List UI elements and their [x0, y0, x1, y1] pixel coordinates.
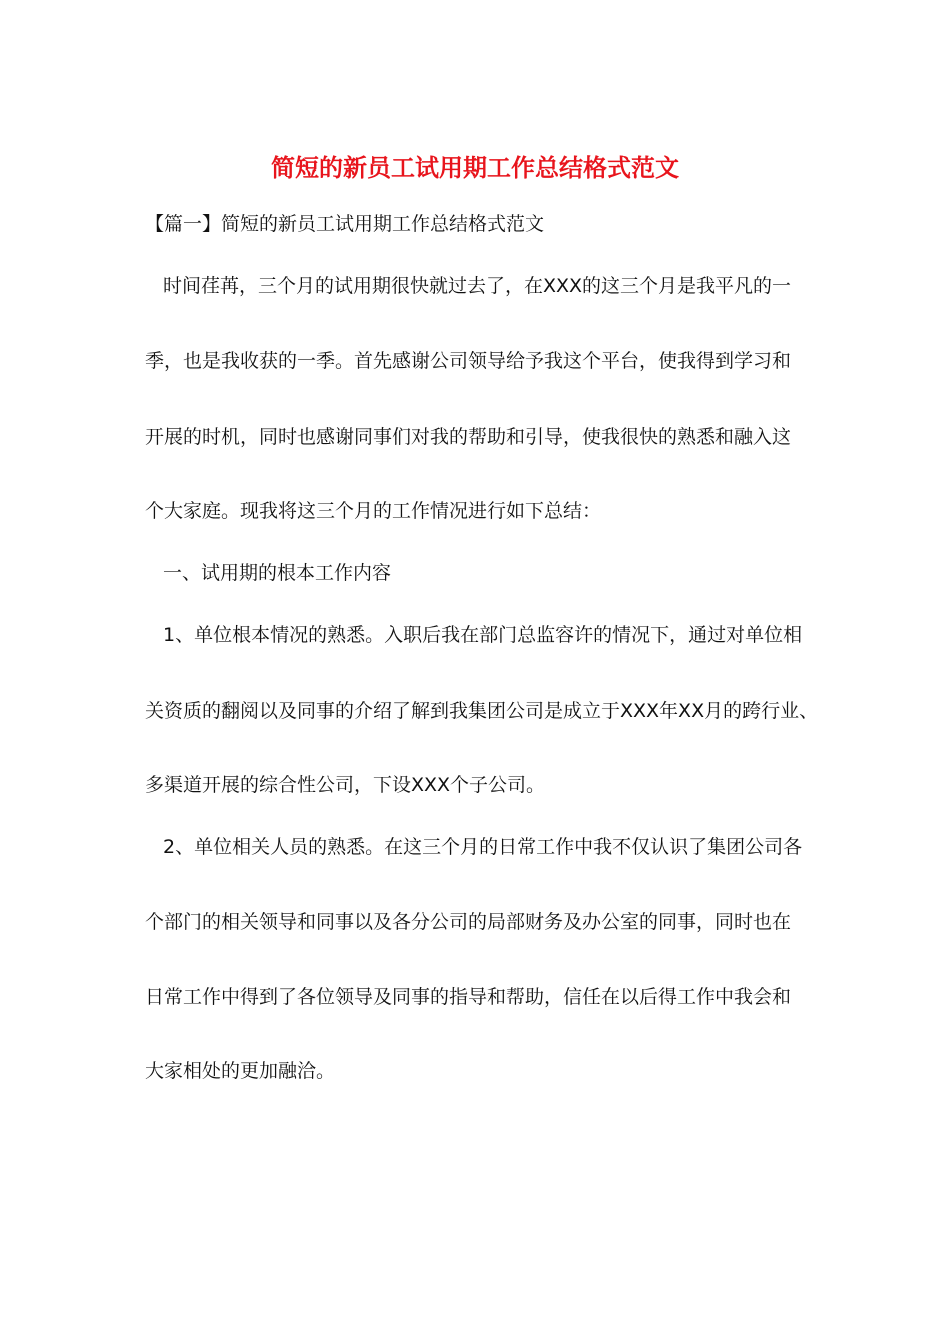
paragraph-line: 大家相处的更加融洽。 [145, 1060, 336, 1082]
section-heading: 【篇一】简短的新员工试用期工作总结格式范文 [145, 213, 545, 235]
paragraph-line: 个部门的相关领导和同事以及各分公司的局部财务及办公室的同事，同时也在 [145, 911, 792, 933]
paragraph-line: 日常工作中得到了各位领导及同事的指导和帮助，信任在以后得工作中我会和 [145, 986, 792, 1008]
paragraph-line: 时间荏苒，三个月的试用期很快就过去了，在XXX的这三个月是我平凡的一 [163, 275, 792, 297]
paragraph-line: 开展的时机，同时也感谢同事们对我的帮助和引导，使我很快的熟悉和融入这 [145, 426, 792, 448]
paragraph-line: 多渠道开展的综合性公司，下设XXX个子公司。 [145, 774, 546, 796]
document-title: 简短的新员工试用期工作总结格式范文 [271, 153, 679, 182]
paragraph-line: 关资质的翻阅以及同事的介绍了解到我集团公司是成立于XXX年XX月的跨行业、 [145, 700, 819, 722]
paragraph-line: 2、单位相关人员的熟悉。在这三个月的日常工作中我不仅认识了集团公司各 [163, 836, 803, 858]
subsection-heading: 一、试用期的根本工作内容 [163, 562, 392, 584]
paragraph-line: 个大家庭。现我将这三个月的工作情况进行如下总结： [145, 500, 602, 522]
paragraph-line: 季，也是我收获的一季。首先感谢公司领导给予我这个平台，使我得到学习和 [145, 350, 792, 372]
paragraph-line: 1、单位根本情况的熟悉。入职后我在部门总监容许的情况下，通过对单位相 [163, 624, 803, 646]
